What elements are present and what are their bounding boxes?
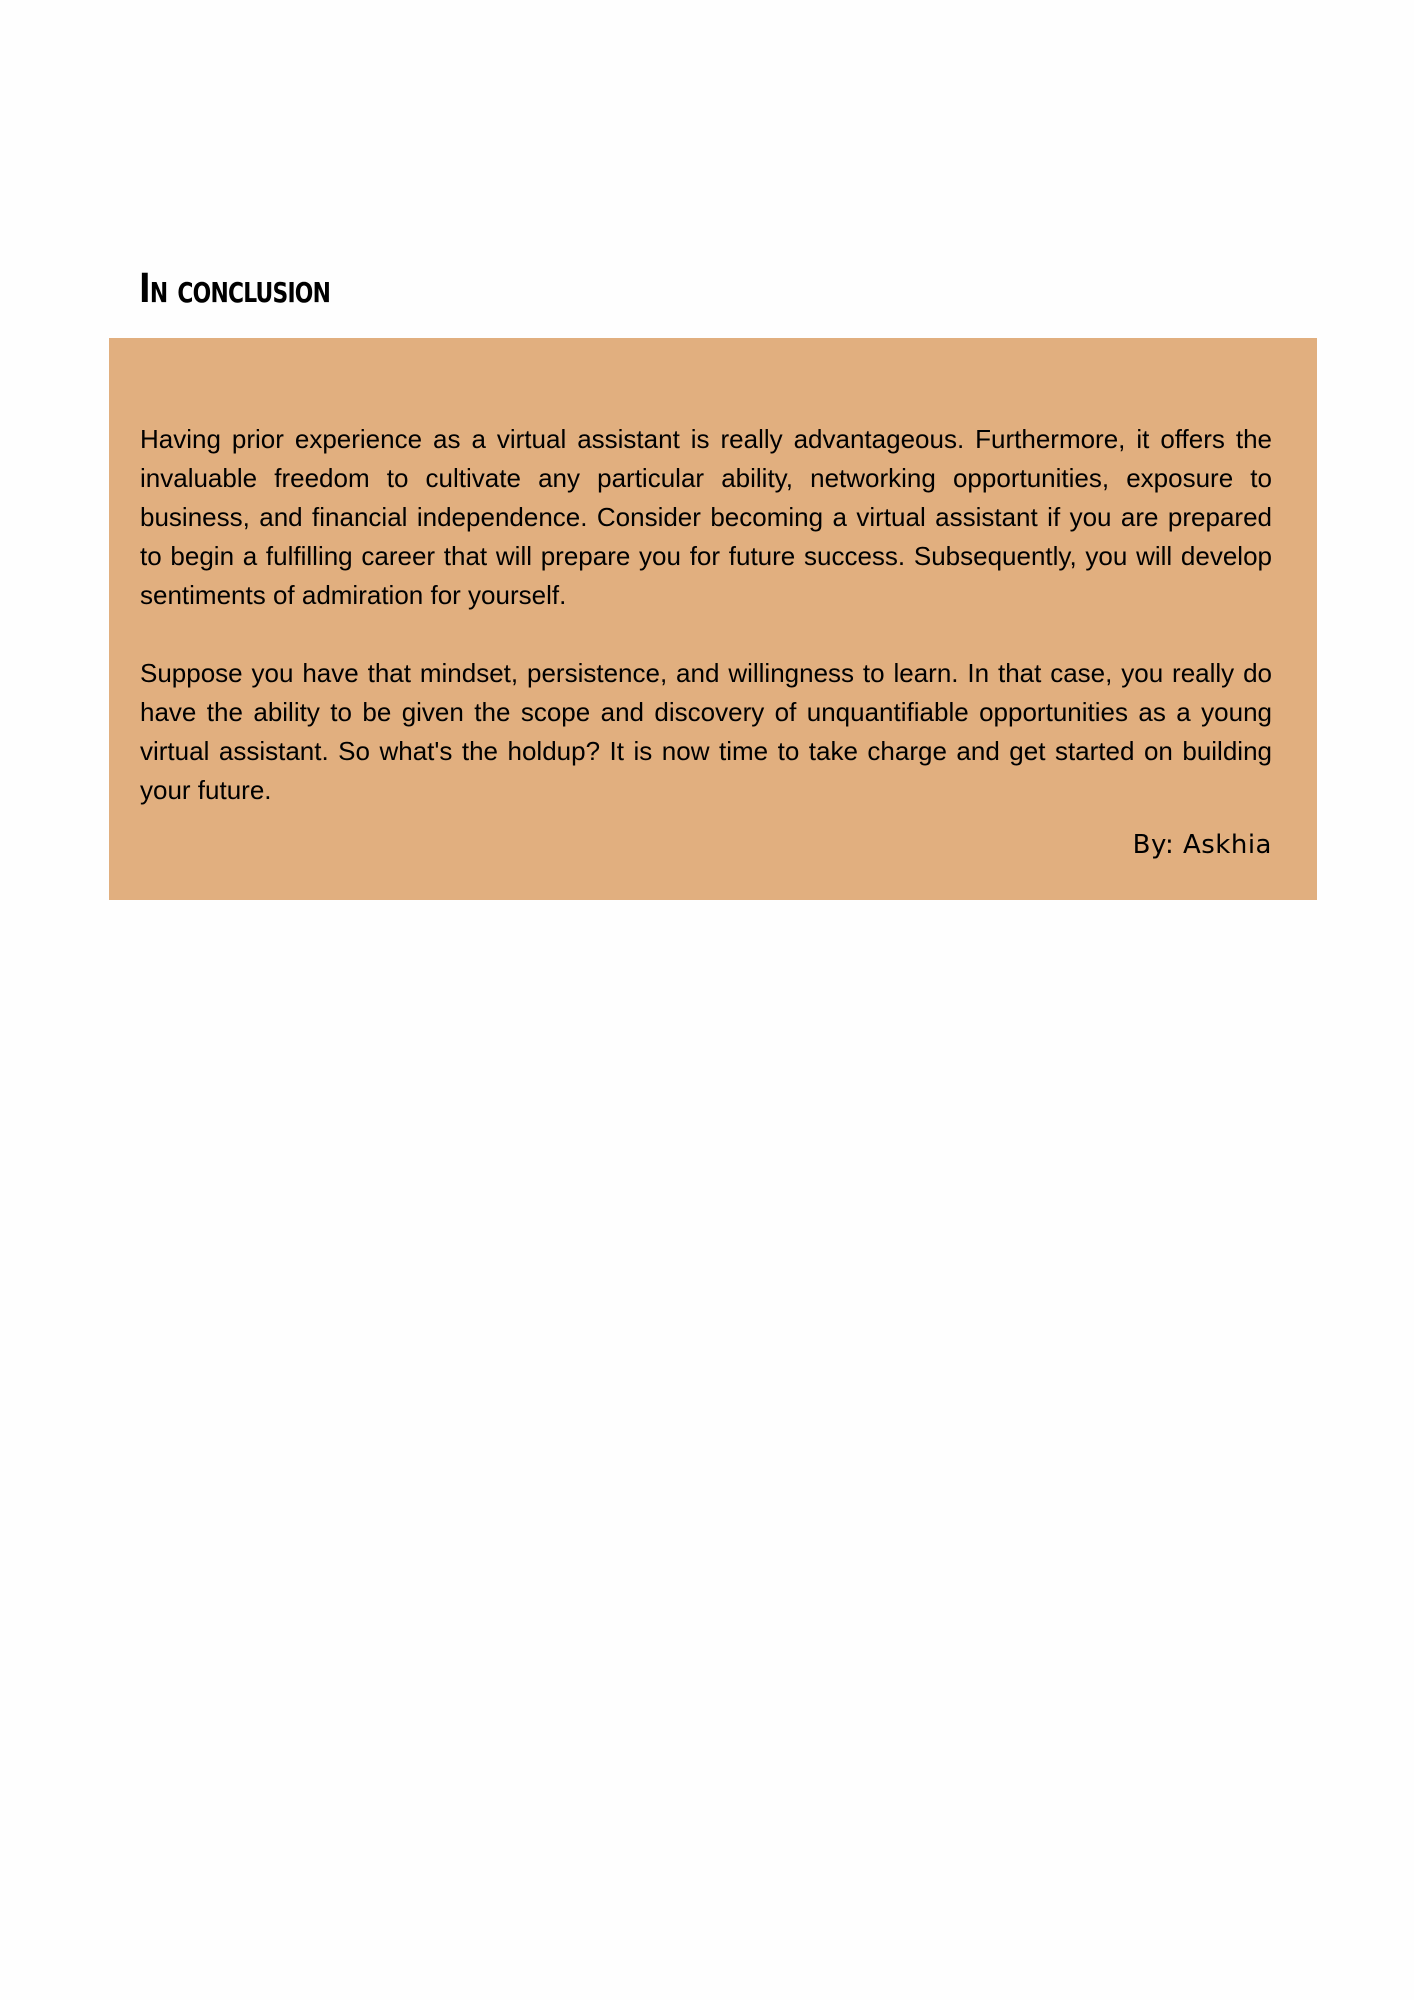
conclusion-box [109,338,1317,900]
paragraph: Having prior experience as a virtual assistant is really advantageous. Furthermore, it offers the invaluable freedom to cultivate any particular ability, networking opportunities, exposure to business, and financial independence. Consider becoming a virtual assistant if you are prepared to begin a fulfilling career that will prepare you for future success. Subsequently, you will develop sentiments of admiration for yourself. [140,424,1272,610]
section-heading: In conclusion [139,266,331,312]
author-byline: By: Askhia [1132,830,1272,860]
paragraph: Suppose you have that mindset, persistence, and willingness to learn. In that case, you really do have the ability to be given the scope and discovery of unquantifiable opportunities as a young virtual assistant. So what's the holdup? It is now time to take charge and get started on building your future. [140,658,1272,805]
conclusion-body [140,420,1272,849]
